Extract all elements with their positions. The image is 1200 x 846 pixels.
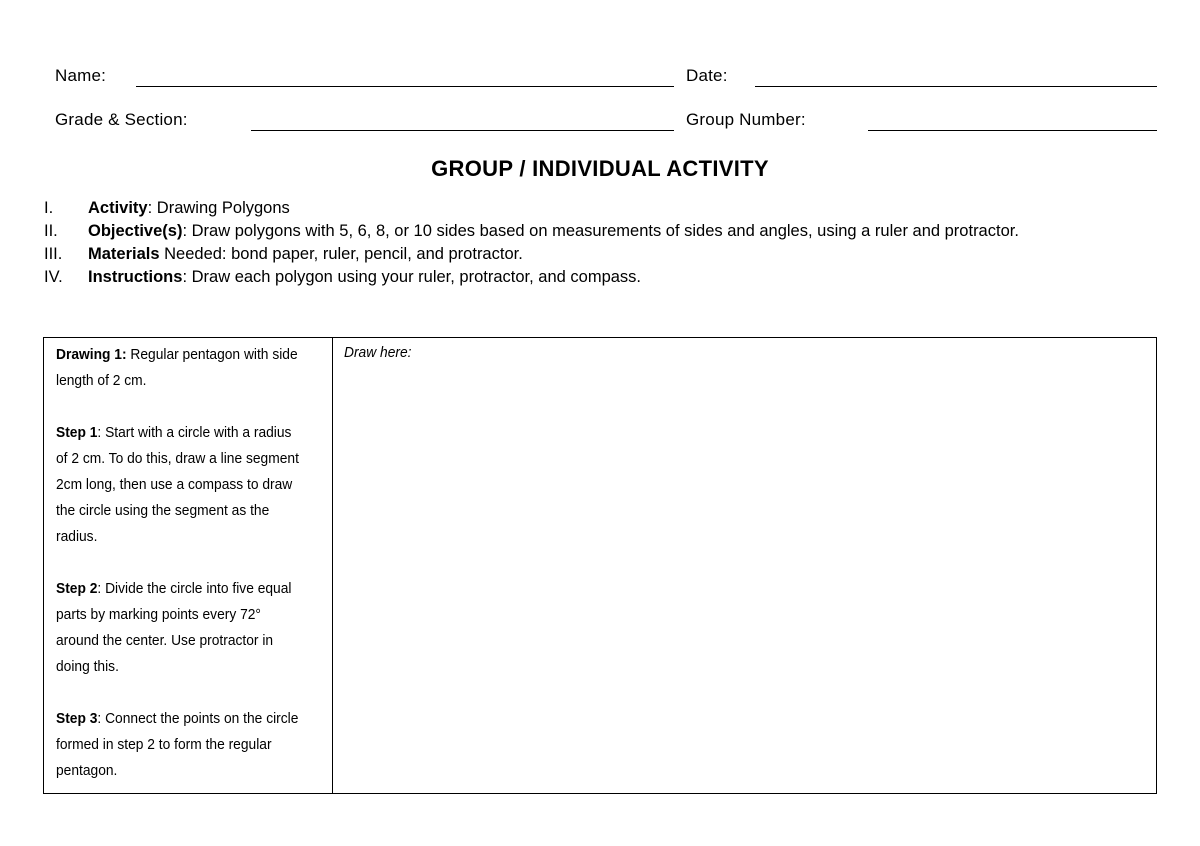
activity-info-list [44, 197, 1154, 289]
list-item-heading: Activity [88, 199, 148, 217]
list-item-text: : Drawing Polygons [147, 199, 290, 217]
step-3-label: Step 3 [56, 710, 98, 727]
list-item-text: : Draw each polygon using your ruler, protractor, and compass. [182, 268, 642, 286]
group-number-label: Group Number: [686, 110, 806, 129]
list-item-text: : Draw polygons with 5, 6, 8, or 10 sides based on measurements of sides and angles, using a ruler and protractor. [182, 222, 1019, 240]
list-item-text: Needed: bond paper, ruler, pencil, and protractor. [159, 245, 523, 263]
drawing-instructions-cell [56, 342, 306, 810]
table-divider [332, 338, 333, 793]
step-1-text: : Start with a circle with a radius of 2 cm. To do this, draw a line segment 2cm long, then use a compass to draw the circle using the segment as the radius. [56, 424, 299, 545]
page-title: GROUP / INDIVIDUAL ACTIVITY [431, 156, 769, 181]
drawing-heading-text: Regular pentagon with side length of 2 cm. [56, 346, 298, 389]
step-3-text: : Connect the points on the circle formed in step 2 to form the regular pentagon. [56, 710, 299, 779]
drawing-table [43, 337, 1157, 794]
drawing-area[interactable] [334, 368, 1152, 789]
step-2-label: Step 2 [56, 580, 98, 597]
list-number: III. [44, 245, 63, 263]
name-label: Name: [55, 66, 107, 85]
list-number: IV. [44, 268, 63, 286]
drawing-heading-bold: Drawing 1: [56, 346, 127, 363]
list-item-instructions [44, 266, 1154, 289]
drawing-heading [56, 342, 306, 394]
name-field[interactable] [136, 86, 674, 87]
list-number: I. [44, 199, 54, 217]
step-3 [56, 706, 306, 784]
draw-here-label: Draw here: [344, 344, 412, 361]
grade-section-field[interactable] [251, 130, 674, 131]
list-item-objectives [44, 220, 1154, 243]
date-field[interactable] [755, 86, 1157, 87]
list-number: II. [44, 222, 58, 240]
group-number-field[interactable] [868, 130, 1157, 131]
grade-section-label: Grade & Section: [55, 110, 188, 129]
list-item-activity [44, 197, 1154, 220]
list-item-materials [44, 243, 1154, 266]
list-item-heading: Instructions [88, 268, 183, 286]
step-1 [56, 420, 306, 550]
date-label: Date: [686, 66, 728, 85]
step-2 [56, 576, 306, 680]
step-1-label: Step 1 [56, 424, 98, 441]
step-2-text: : Divide the circle into five equal parts by marking points every 72° around the center. Use protractor in doing this. [56, 580, 292, 675]
list-item-heading: Objective(s) [88, 222, 183, 240]
list-item-heading: Materials [88, 245, 160, 263]
